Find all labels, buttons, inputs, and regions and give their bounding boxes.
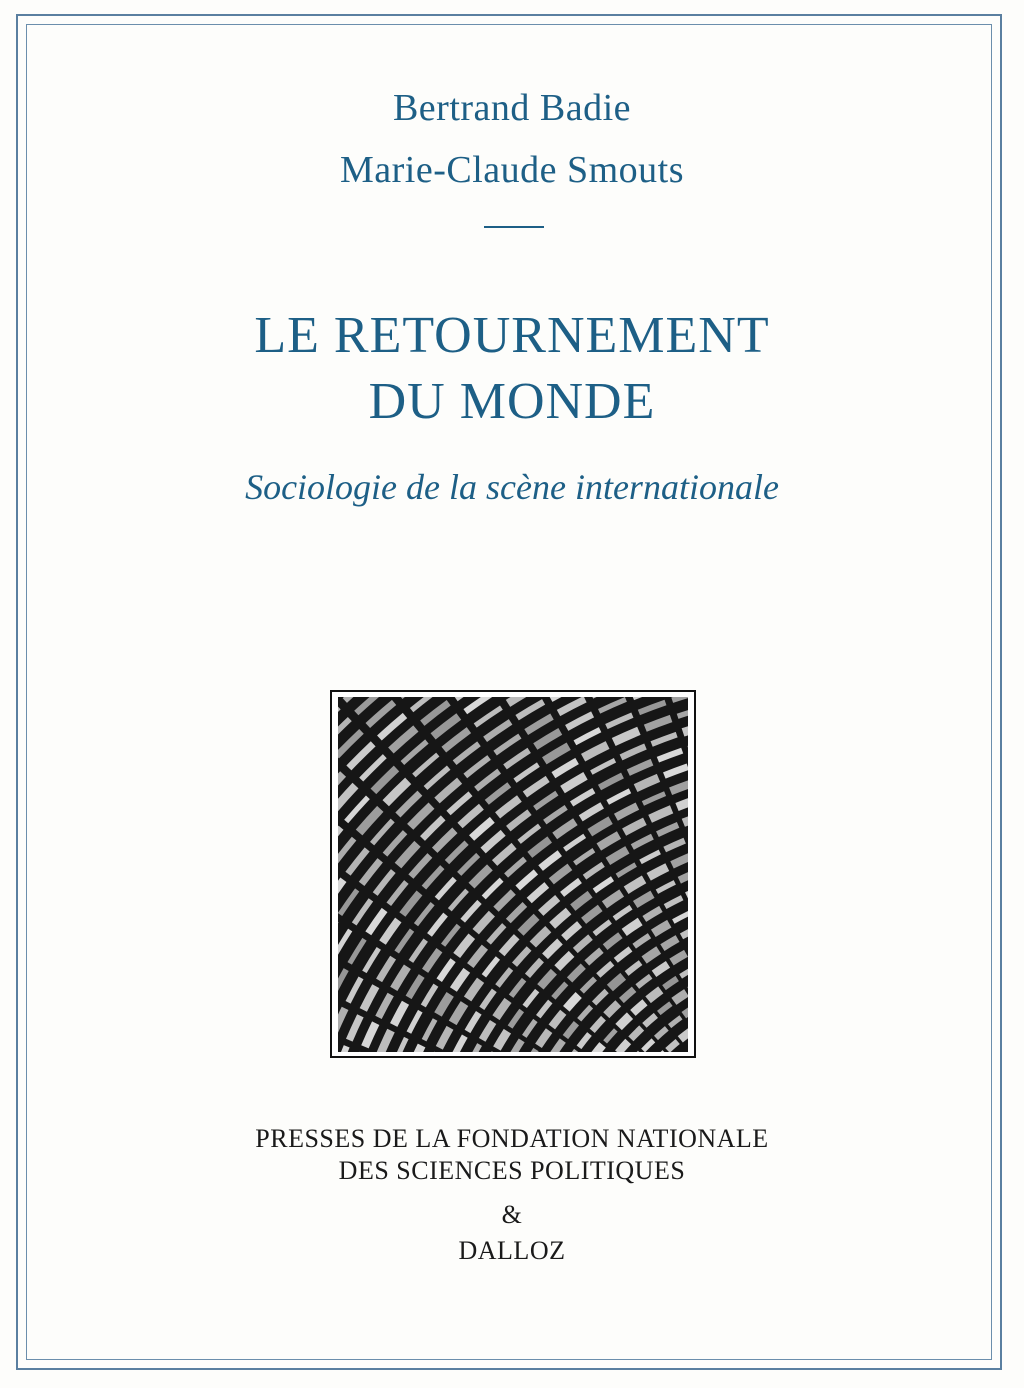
author-name: Marie-Claude Smouts	[339, 149, 685, 191]
book-title-line: DU MONDE	[368, 373, 656, 430]
publisher-line: DES SCIENCES POLITIQUES	[338, 1156, 686, 1185]
author-name: Bertrand Badie	[392, 87, 632, 129]
amphitheatre-steps-image	[338, 697, 688, 1052]
publisher-ampersand: &	[501, 1200, 523, 1229]
book-subtitle: Sociologie de la scène internationale	[245, 467, 779, 507]
publisher-line: DALLOZ	[458, 1236, 566, 1265]
photo-shade	[338, 697, 688, 1052]
book-title-line: LE RETOURNEMENT	[254, 307, 770, 364]
amphitheatre-photo	[338, 697, 688, 1052]
publisher-line: PRESSES DE LA FONDATION NATIONALE	[255, 1124, 769, 1153]
divider	[484, 226, 544, 228]
